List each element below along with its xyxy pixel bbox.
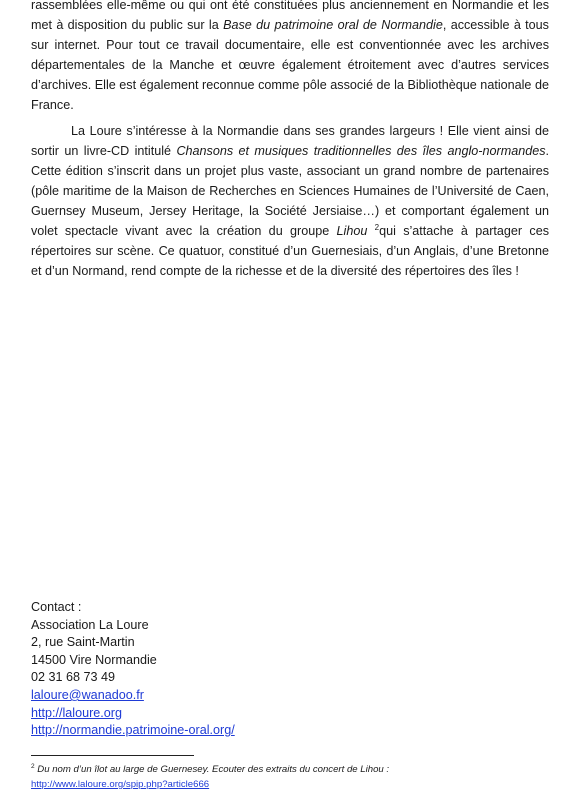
contact-city: 14500 Vire Normandie: [31, 652, 157, 667]
paragraph-text: La Loure s’intéresse à la Normandie dans ses grandes largeurs ! Elle vient ainsi de sortir un livre-CD intitulé: [31, 124, 549, 158]
group-name: Lihou: [336, 224, 368, 238]
footnote: [31, 762, 551, 792]
footnote-reference[interactable]: 2: [374, 222, 380, 232]
paragraph-channel-islands: [31, 121, 549, 281]
footnote-link[interactable]: http://www.laloure.org/spip.php?article666: [31, 779, 210, 790]
contact-phone: 02 31 68 73 49: [31, 670, 116, 685]
footnote-number: 2: [31, 762, 35, 770]
contact-street: 2, rue Saint-Martin: [31, 635, 135, 650]
contact-website-link[interactable]: http://laloure.org: [31, 705, 123, 720]
footnote-separator: [31, 755, 194, 756]
contact-heading: Contact :: [31, 600, 82, 614]
paragraph-archives: [31, 0, 549, 115]
contact-block: [31, 599, 235, 740]
paragraph-text: . Cette édition s’inscrit dans un projet plus vaste, associant un grand nombre de partenaires (pôle maritime de la Maison de Recherches en Sciences Humaines de l’Université de Caen, Guernsey Museum, Jersey Heritage, la Société Jersiaise…) et comportant également un volet spectacle vivant avec la création du groupe: [31, 144, 550, 238]
footnote-text: Du nom d’un îlot au large de Guernesey. Ecouter des extraits du concert de Lihou :: [37, 764, 390, 775]
database-title: Base du patrimoine oral de Normandie: [223, 18, 443, 32]
paragraph-text: rassemblées elle-même ou qui ont été constituées plus anciennement en Normandie et les met à disposition du public sur la: [31, 0, 549, 32]
paragraph-text: qui s’attache à partager ces répertoires sur scène. Ce quatuor, constitué d’un Guernesiais, d’un Anglais, d’une Bretonne et d’un Normand, rend compte de la richesse et de la diversité des répertoires des îles !: [31, 224, 549, 278]
contact-archive-link[interactable]: http://normandie.patrimoine-oral.org/: [31, 723, 235, 738]
book-title: Chansons et musiques traditionnelles des îles anglo-normandes: [176, 144, 546, 158]
contact-email-link[interactable]: laloure@wanadoo.fr: [31, 687, 144, 702]
contact-organization: Association La Loure: [31, 617, 149, 632]
paragraph-text: , accessible à tous sur internet. Pour tout ce travail documentaire, elle est conventionnée avec les archives départementales de la Manche et œuvre également étroitement avec d’autres services d’archives. Elle est également reconnue comme pôle associé de la Bibliothèque nationale de France.: [31, 18, 549, 112]
